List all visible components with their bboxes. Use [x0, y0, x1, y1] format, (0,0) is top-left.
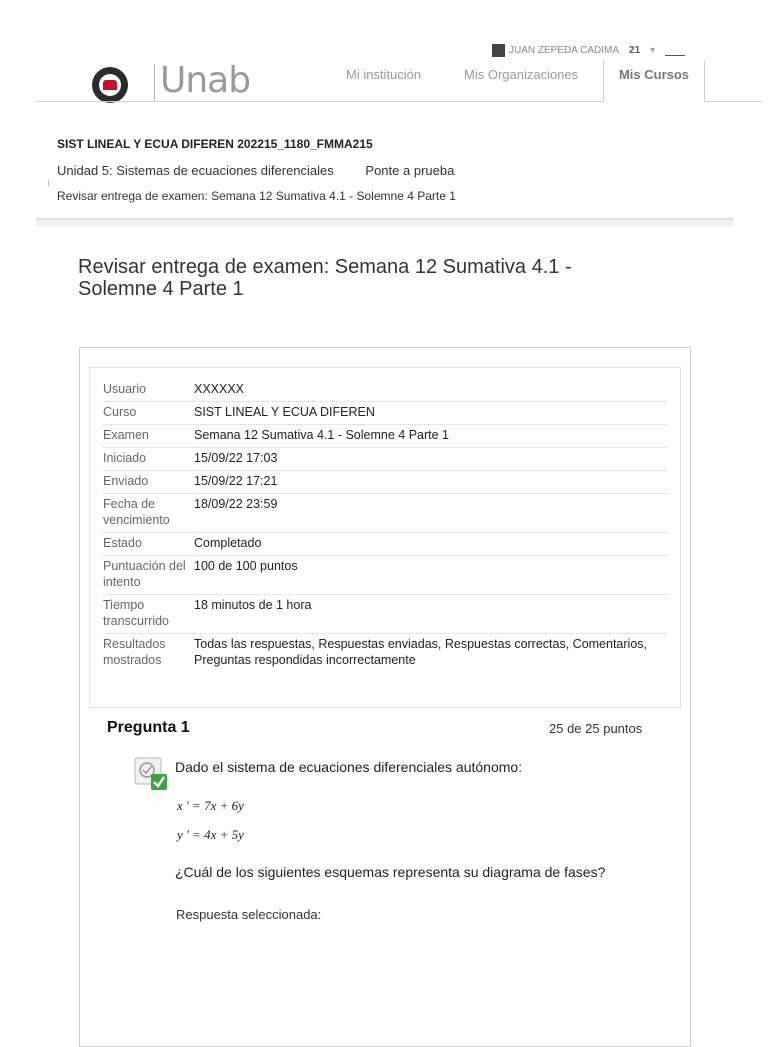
- info-label: Usuario: [103, 379, 194, 402]
- breadcrumb-course[interactable]: SIST LINEAL Y ECUA DIFEREN 202215_1180_FMMA215: [57, 137, 373, 151]
- table-row: [103, 402, 667, 425]
- question-prompt: ¿Cuál de los siguientes esquemas representa su diagrama de fases?: [175, 864, 606, 880]
- nav-institution[interactable]: Mi institución: [346, 67, 422, 82]
- chevron-down-icon[interactable]: ▼: [648, 45, 658, 55]
- info-label: Puntuación del intento: [103, 556, 194, 595]
- info-value: 18 minutos de 1 hora: [194, 595, 667, 634]
- logo-divider: [154, 64, 155, 102]
- question-intro: Dado el sistema de ecuaciones diferenciales autónomo:: [175, 759, 523, 775]
- nav-organizations[interactable]: Mis Organizaciones: [464, 67, 579, 82]
- breadcrumb: [57, 163, 454, 178]
- info-value: 15/09/22 17:21: [194, 471, 667, 494]
- table-row: [103, 425, 667, 448]
- info-value: SIST LINEAL Y ECUA DIFEREN: [194, 402, 667, 425]
- info-value: Completado: [194, 533, 667, 556]
- equation-2: y ' = 4x + 5y: [177, 827, 244, 842]
- breadcrumb-current: Revisar entrega de examen: Semana 12 Sumativa 4.1 - Solemne 4 Parte 1: [57, 189, 456, 203]
- info-label: Fecha de vencimiento: [103, 494, 194, 533]
- equation-1: x ' = 7x + 6y: [177, 798, 244, 813]
- logo-text[interactable]: Unab: [160, 60, 251, 101]
- info-label: Curso: [103, 402, 194, 425]
- correct-check-icon: [134, 757, 168, 791]
- table-row: [103, 448, 667, 471]
- info-label: Iniciado: [103, 448, 194, 471]
- user-name[interactable]: JUAN ZEPEDA CADIMA: [509, 44, 620, 56]
- breadcrumb-unit[interactable]: Unidad 5: Sistemas de ecuaciones diferenciales: [57, 163, 334, 178]
- table-row: [103, 556, 667, 595]
- user-menu[interactable]: [492, 42, 685, 58]
- info-value: 100 de 100 puntos: [194, 556, 667, 595]
- info-value: Semana 12 Sumativa 4.1 - Solemne 4 Parte 1: [194, 425, 667, 448]
- question-title: Pregunta 1: [107, 719, 190, 736]
- breadcrumb-marker: [48, 180, 49, 186]
- info-value: XXXXXX: [194, 379, 667, 402]
- info-value: 15/09/22 17:03: [194, 448, 667, 471]
- table-row: [103, 379, 667, 402]
- breadcrumb-shadow: [36, 218, 733, 227]
- table-row: [103, 634, 667, 673]
- question-points: 25 de 25 puntos: [549, 721, 643, 736]
- table-row: [103, 471, 667, 494]
- info-label: Resultados mostrados: [103, 637, 166, 667]
- notification-count[interactable]: 21: [629, 44, 641, 56]
- table-row: [103, 494, 667, 533]
- info-label: Examen: [103, 425, 194, 448]
- table-row: [103, 595, 667, 634]
- avatar: [492, 44, 505, 57]
- attempt-info-table: [103, 379, 667, 672]
- info-label: Estado: [103, 533, 194, 556]
- page-title: Revisar entrega de examen: Semana 12 Sumativa 4.1 - Solemne 4 Parte 1: [78, 256, 572, 301]
- info-label: Tiempo transcurrido: [103, 595, 194, 634]
- table-row: [103, 533, 667, 556]
- breadcrumb-section[interactable]: Ponte a prueba: [365, 163, 455, 178]
- nav-courses[interactable]: [603, 60, 705, 102]
- info-value: Todas las respuestas, Respuestas enviadas, Respuestas correctas, Comentarios, Preguntas respondidas incorrectamente: [194, 637, 648, 667]
- unab-logo-icon[interactable]: [92, 67, 128, 103]
- top-bar: [0, 0, 768, 110]
- info-label: Enviado: [103, 471, 194, 494]
- selected-answer-label: Respuesta seleccionada:: [176, 907, 322, 922]
- user-menu-slot: [665, 45, 685, 56]
- nav-courses-label: Mis Cursos: [618, 67, 690, 82]
- info-value: 18/09/22 23:59: [194, 494, 667, 533]
